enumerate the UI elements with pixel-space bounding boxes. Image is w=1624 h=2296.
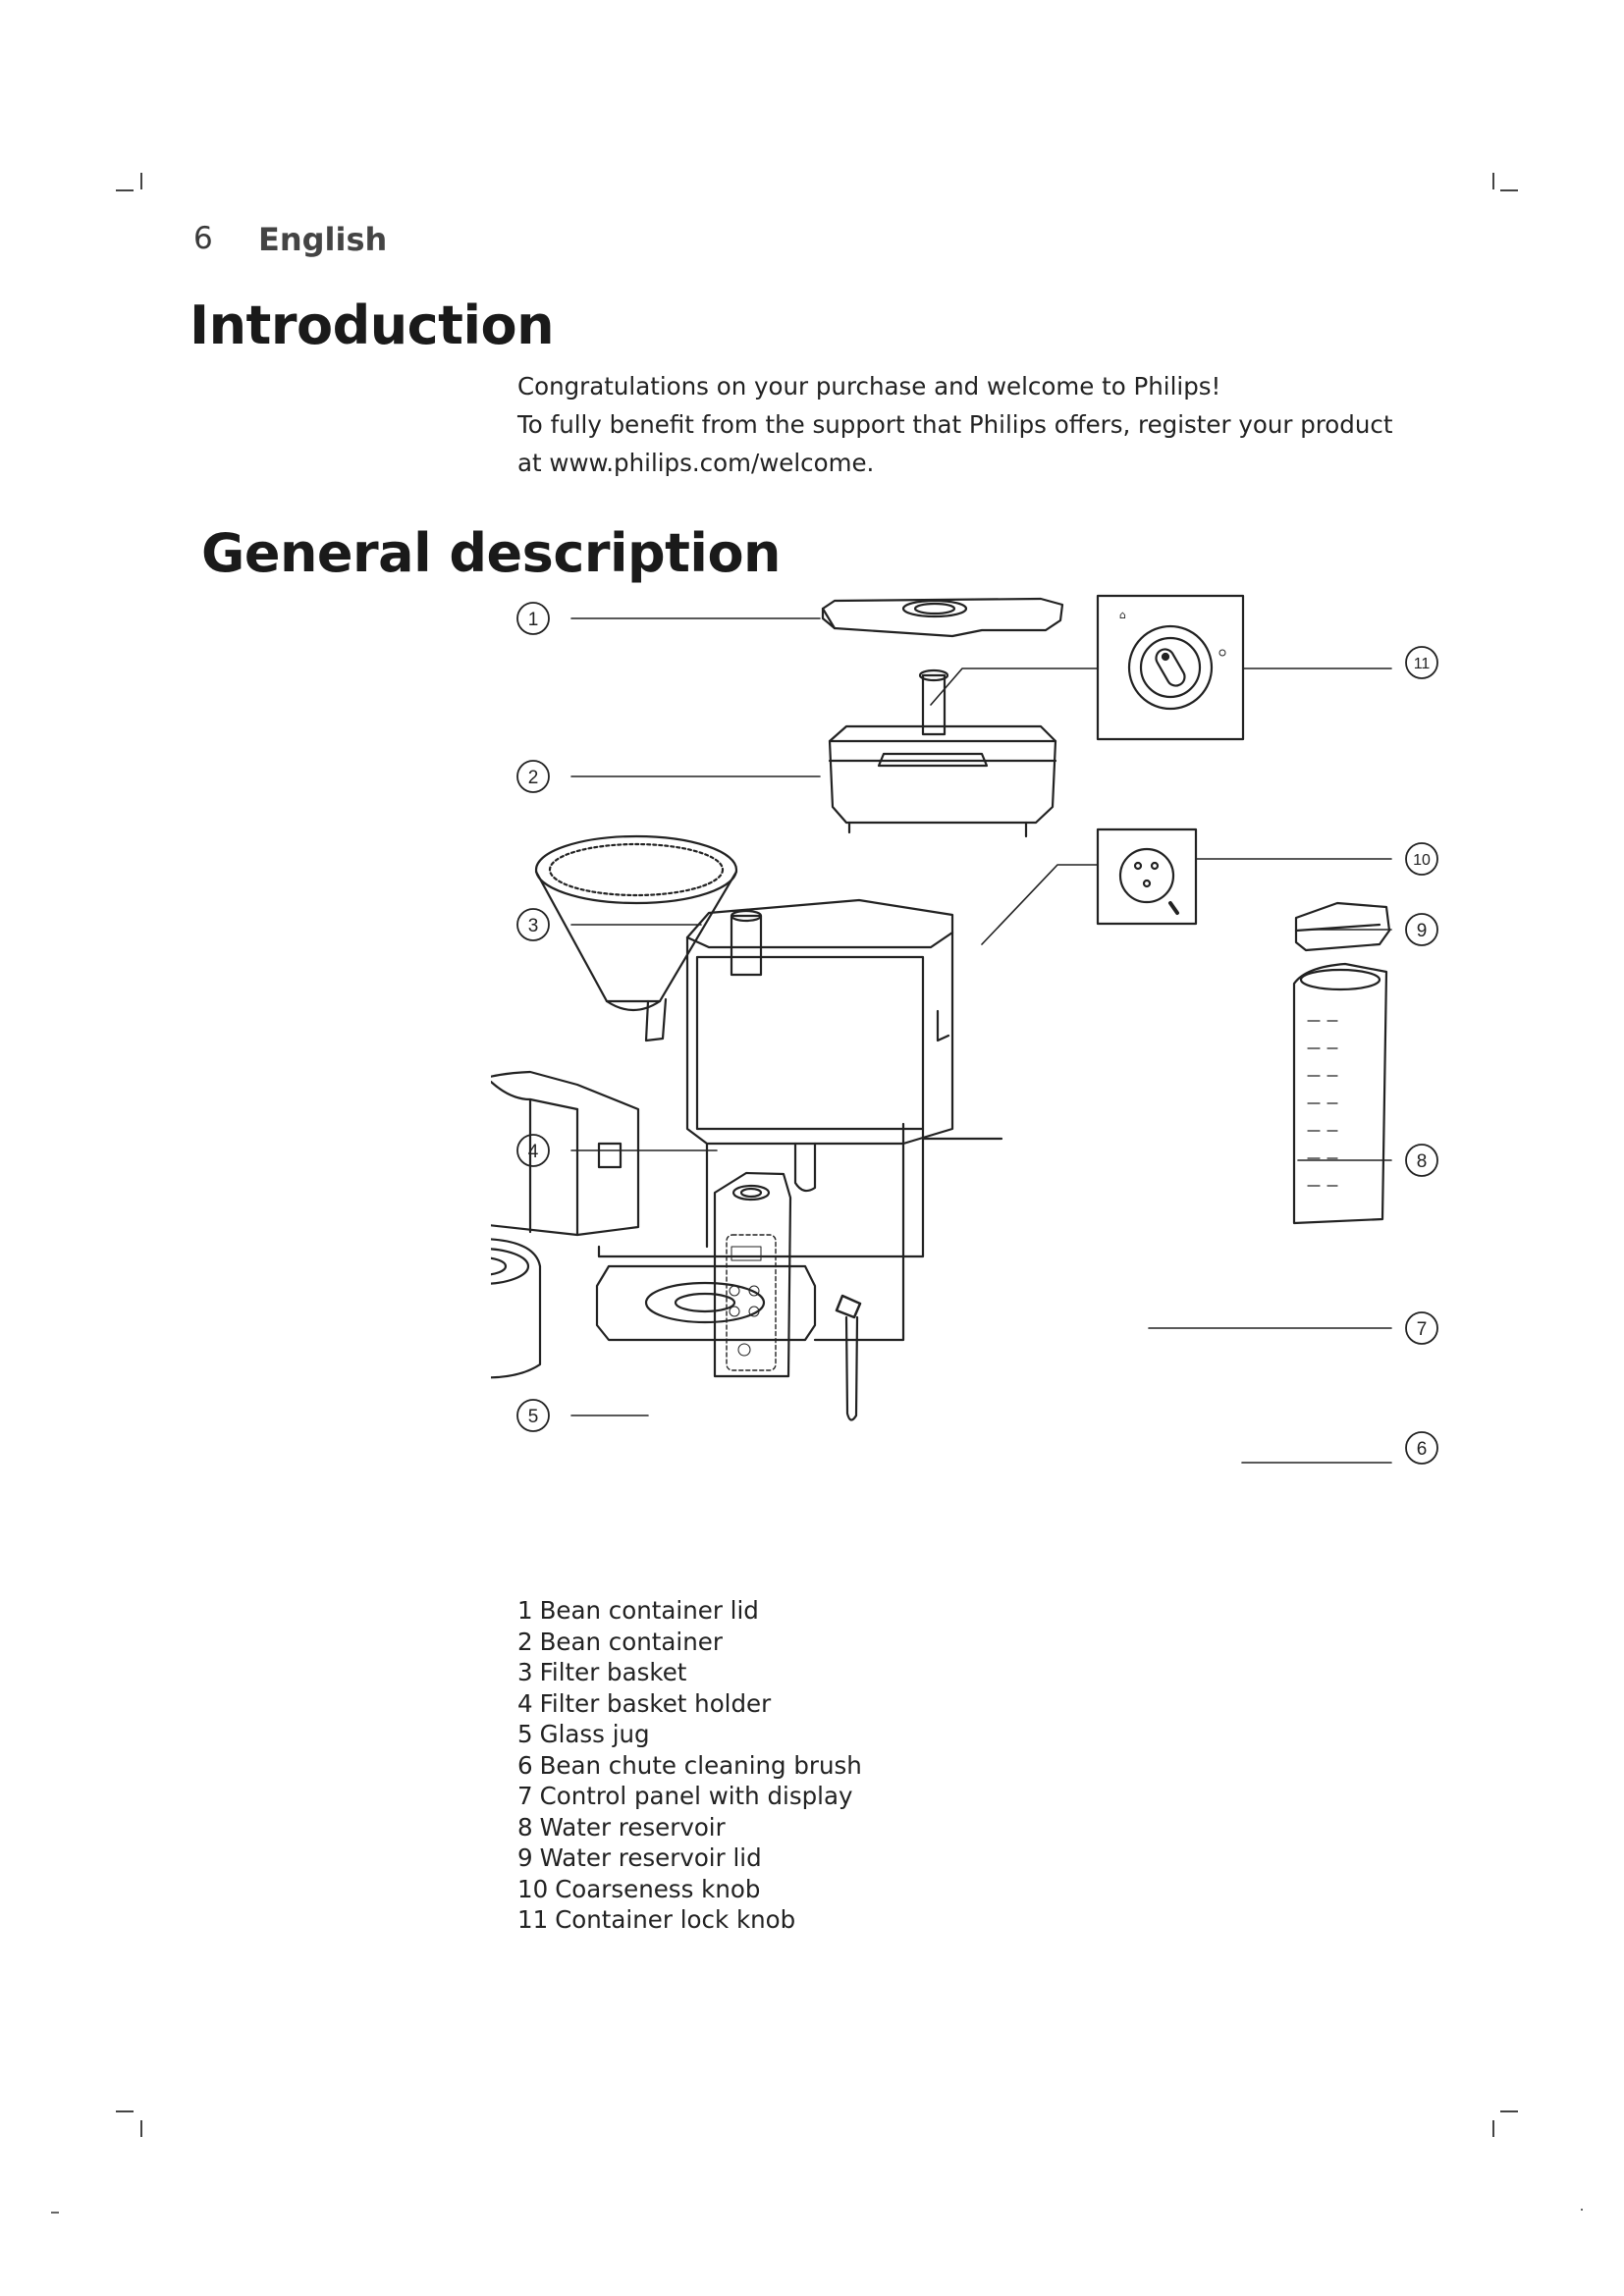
callout-label: 2 bbox=[527, 768, 539, 788]
legend-label: Filter basket bbox=[539, 1658, 687, 1686]
callout-label: 6 bbox=[1416, 1439, 1428, 1460]
legend-item bbox=[517, 1842, 862, 1874]
glass-jug bbox=[491, 1239, 540, 1416]
legend-item bbox=[517, 1595, 862, 1627]
legend-number: 3 bbox=[517, 1658, 533, 1686]
legend-number: 8 bbox=[517, 1812, 533, 1842]
callout-circles bbox=[517, 603, 1437, 1464]
bean-container-lid bbox=[823, 599, 1062, 636]
crop-mark bbox=[116, 2110, 134, 2112]
crop-mark bbox=[1492, 173, 1494, 189]
general-description-heading: General description bbox=[201, 522, 781, 584]
crop-mark bbox=[140, 2120, 142, 2137]
legend-number: 4 bbox=[517, 1688, 533, 1718]
callout-label: 9 bbox=[1416, 921, 1428, 941]
callout-label: 4 bbox=[527, 1142, 539, 1162]
product-diagram bbox=[491, 579, 1473, 1561]
intro-paragraph: To fully benefit from the support that Philips offers, register your product at www.philips.com/welcome. bbox=[517, 410, 1393, 477]
legend-label: Water reservoir bbox=[539, 1812, 726, 1842]
legend-item bbox=[517, 1904, 862, 1936]
callout-label: 8 bbox=[1416, 1151, 1428, 1172]
scan-speck bbox=[1581, 2209, 1583, 2211]
introduction-text bbox=[517, 367, 1421, 482]
crop-mark bbox=[140, 173, 142, 189]
legend-item bbox=[517, 1812, 862, 1843]
legend-label: Bean chute cleaning brush bbox=[539, 1750, 862, 1780]
svg-text:⌂: ⌂ bbox=[1119, 609, 1126, 621]
callout-label: 7 bbox=[1416, 1319, 1428, 1340]
page-language: English bbox=[258, 221, 388, 258]
legend-label: Coarseness knob bbox=[555, 1874, 761, 1903]
legend-item bbox=[517, 1781, 862, 1812]
coffee-machine-body bbox=[597, 900, 1001, 1340]
legend-label: Bean container bbox=[539, 1627, 723, 1656]
legend-label: Filter basket holder bbox=[539, 1688, 772, 1718]
legend-item bbox=[517, 1874, 862, 1905]
crop-mark bbox=[1492, 2120, 1494, 2137]
legend-item bbox=[517, 1719, 862, 1750]
callout-label: 11 bbox=[1413, 656, 1431, 672]
crop-mark bbox=[1500, 189, 1518, 191]
bean-chute-cleaning-brush bbox=[837, 1296, 860, 1420]
legend-item bbox=[517, 1657, 862, 1688]
introduction-heading: Introduction bbox=[189, 294, 555, 356]
scan-speck bbox=[51, 2212, 59, 2214]
legend-number: 9 bbox=[517, 1843, 533, 1872]
coarseness-knob-inset bbox=[1098, 829, 1196, 924]
intro-paragraph: Congratulations on your purchase and welcome to Philips! bbox=[517, 372, 1221, 400]
page-number: 6 bbox=[193, 221, 213, 256]
legend-label: Bean container lid bbox=[539, 1596, 759, 1625]
legend-label: Container lock knob bbox=[555, 1905, 796, 1934]
callout-label: 1 bbox=[527, 610, 539, 630]
legend-label: Control panel with display bbox=[539, 1782, 853, 1810]
parts-legend bbox=[517, 1595, 862, 1936]
water-reservoir bbox=[1294, 964, 1386, 1223]
leader-lines bbox=[571, 618, 1391, 1463]
legend-number: 2 bbox=[517, 1627, 533, 1656]
callout-label: 10 bbox=[1413, 852, 1431, 869]
legend-number: 10 bbox=[517, 1874, 549, 1903]
legend-item bbox=[517, 1750, 862, 1782]
legend-item bbox=[517, 1627, 862, 1658]
control-panel-unit bbox=[715, 1173, 790, 1376]
callout-label: 3 bbox=[527, 916, 539, 936]
filter-basket bbox=[536, 836, 736, 1041]
legend-label: Water reservoir lid bbox=[539, 1843, 762, 1872]
legend-number: 5 bbox=[517, 1720, 533, 1748]
legend-number: 6 bbox=[517, 1750, 533, 1780]
filter-basket-holder bbox=[491, 1072, 638, 1235]
callout-label: 5 bbox=[527, 1407, 539, 1427]
crop-mark bbox=[1500, 2110, 1518, 2112]
legend-number: 11 bbox=[517, 1905, 549, 1934]
bean-container bbox=[830, 670, 1056, 836]
legend-item bbox=[517, 1688, 862, 1720]
crop-mark bbox=[116, 189, 134, 191]
legend-number: 7 bbox=[517, 1782, 533, 1810]
container-lock-knob-inset bbox=[1098, 596, 1243, 739]
legend-number: 1 bbox=[517, 1596, 533, 1625]
water-reservoir-lid bbox=[1296, 903, 1389, 950]
legend-label: Glass jug bbox=[539, 1720, 650, 1748]
